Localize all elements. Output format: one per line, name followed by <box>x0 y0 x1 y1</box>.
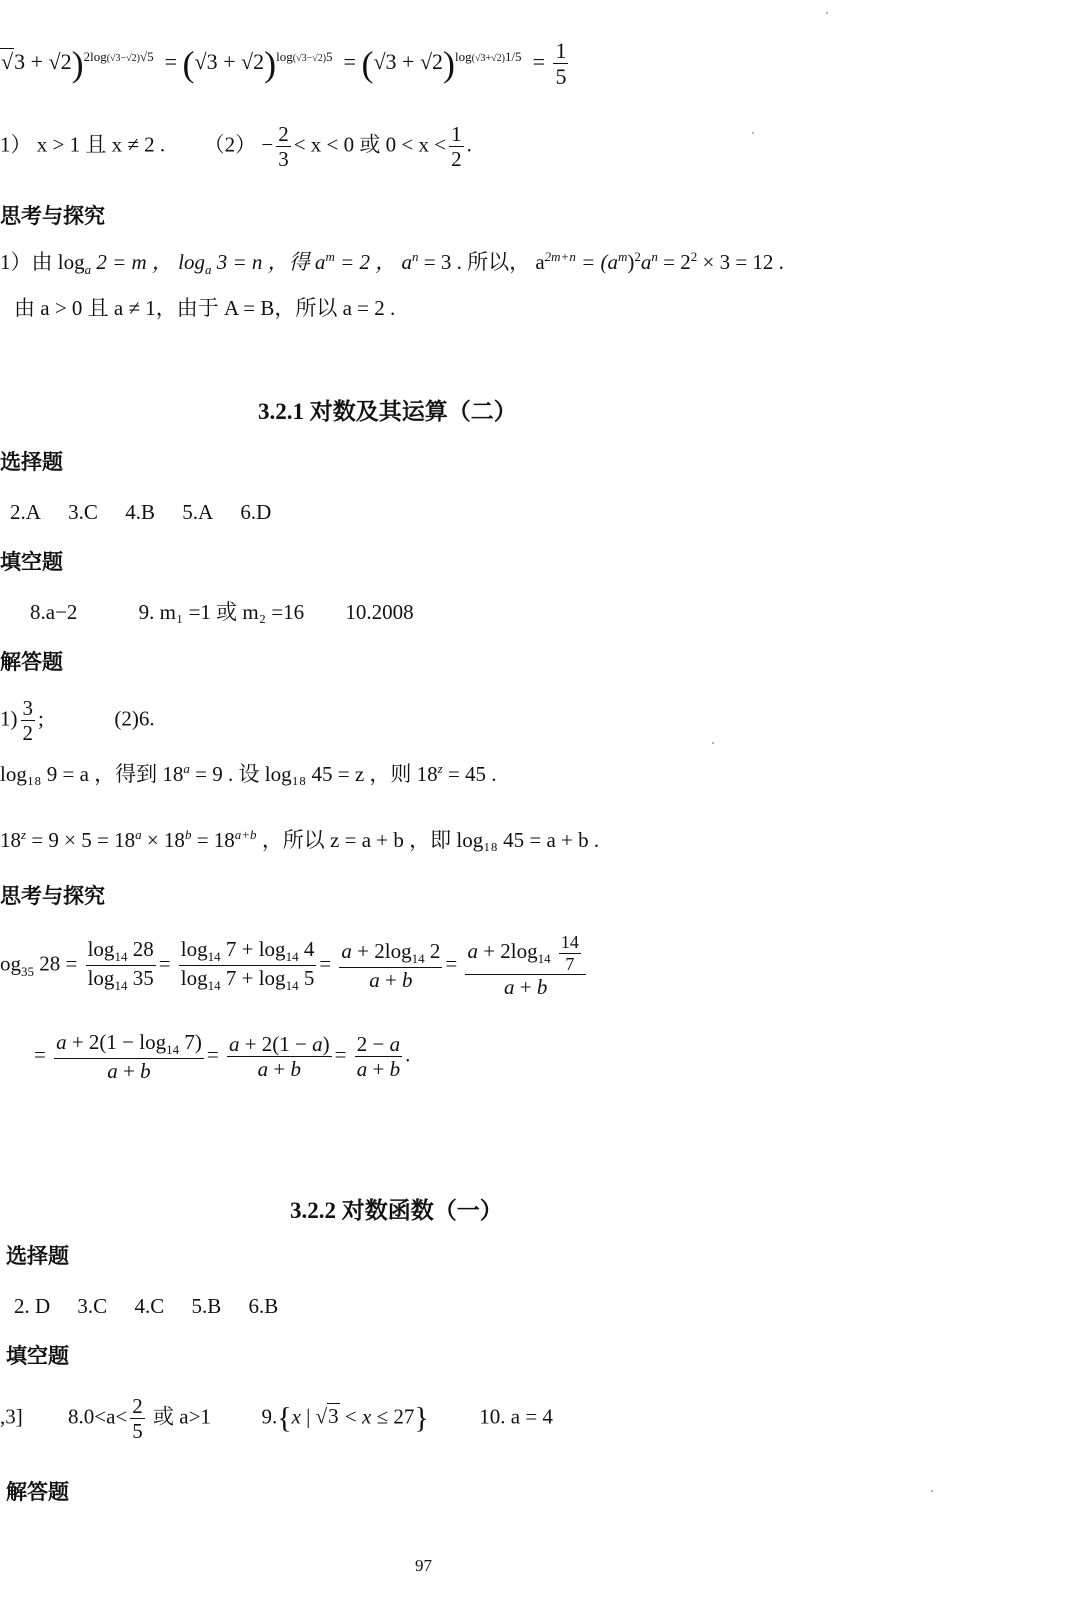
solve-1-line-2: log₁₈ 9 = a ，得到 $18^a = 9$ . 设 log₁₈ 45 = z ，则 $18^z = 45$ . <box>0 761 497 786</box>
page-number: 97 <box>415 1556 432 1575</box>
fill-heading-2: 填空题 <box>6 1344 69 1368</box>
solve-1-line-3: $18^z = 9 \times 5 = 18^a \times 18^b = 18^{a+b}$ ，所以 z = a + b ，即 log₁₈ 45 = a + b . <box>0 827 600 852</box>
section-title-3-2-2: 3.2.2 对数函数（一） <box>290 1198 503 1223</box>
equation-line-1: $√3 + √2)^{2log(√3-√2)√5} = (√3 + √2)^{log(√3-√2)5} = (√3 + √2)^{log(√3+√2)1/5}$ = $\frac{1}{5}$ <box>1 38 567 90</box>
derivation-line-2: = $\frac{a + 2(1 - \log_{14} 7)}{a + b}$ = $\frac{a + 2(1 - a)}{a + b}$ = $\frac{2 - a}{a + b}$ . <box>34 1030 411 1084</box>
scan-speck <box>752 132 754 134</box>
scan-speck <box>712 742 714 744</box>
scan-speck <box>931 1490 933 1492</box>
solve-1-line-1: 1) $\frac{3}{2}$ ; (2)6. <box>0 696 155 746</box>
choice-heading-1: 选择题 <box>0 450 63 474</box>
scan-speck <box>826 12 828 14</box>
eq1-result-fraction: $\frac{1}{5}$ <box>555 38 567 90</box>
section-heading-think-1: 思考与探究 <box>0 204 105 228</box>
fill-heading-1: 填空题 <box>0 550 63 574</box>
choice-heading-2: 选择题 <box>6 1244 69 1268</box>
fill-answers-2: ,3] 8.0<a< $\frac{2}{5}$ 或 a>1 9.{x | √3 < x ≤ 27} 10. a = 4 <box>0 1394 553 1444</box>
section-heading-think-2: 思考与探究 <box>0 884 105 908</box>
derivation-line-1: $og_{35}$ 28 = $\frac{\log_{14} 28}{\log_{14} 35}$ = $\frac{\log_{14} 7 + \log_{14} 4}{\log_{14} 7 + \log_{14} 5}$ = $\frac{a + 2\log_{14} 2}{a + b}$ = $a + 2\log_{14}$ $\frac{14}{7}$ a + b <box>0 932 589 1000</box>
solve-heading-2: 解答题 <box>6 1480 69 1504</box>
choice-answers-1: 2.A 3.C 4.B 5.A 6.D <box>10 500 272 524</box>
eq1-lead: 3 + <box>14 48 49 74</box>
think-1-line-1: 1）由 $\log_a 2 = m$ ， $\log_a 3 = n$ ，得 $a^m = 2$ ， $a^n = 3$ . 所以， $a^{2m+n} = (a^m)^2a^n = 2^2 \times 3 = 12$ . <box>0 249 784 278</box>
fill-answers-1: 8.a−2 9. m₁ =1 或 m₂ =16 10.2008 <box>30 600 414 624</box>
think-1-line-2: 由 a > 0 且 a ≠ 1，由于 A = B，所以 a = 2 . <box>14 296 396 320</box>
choice-answers-2: 2. D 3.C 4.C 5.B 6.B <box>14 1294 279 1318</box>
section-title-3-2-1: 3.2.1 对数及其运算（二） <box>258 399 517 424</box>
solve-heading-1: 解答题 <box>0 650 63 674</box>
answer-line-2: 1） x > 1 且 x ≠ 2 . （2） − $\frac{2}{3}$ < x < 0 或 0 < x < $\frac{1}{2}$ . <box>0 122 472 172</box>
